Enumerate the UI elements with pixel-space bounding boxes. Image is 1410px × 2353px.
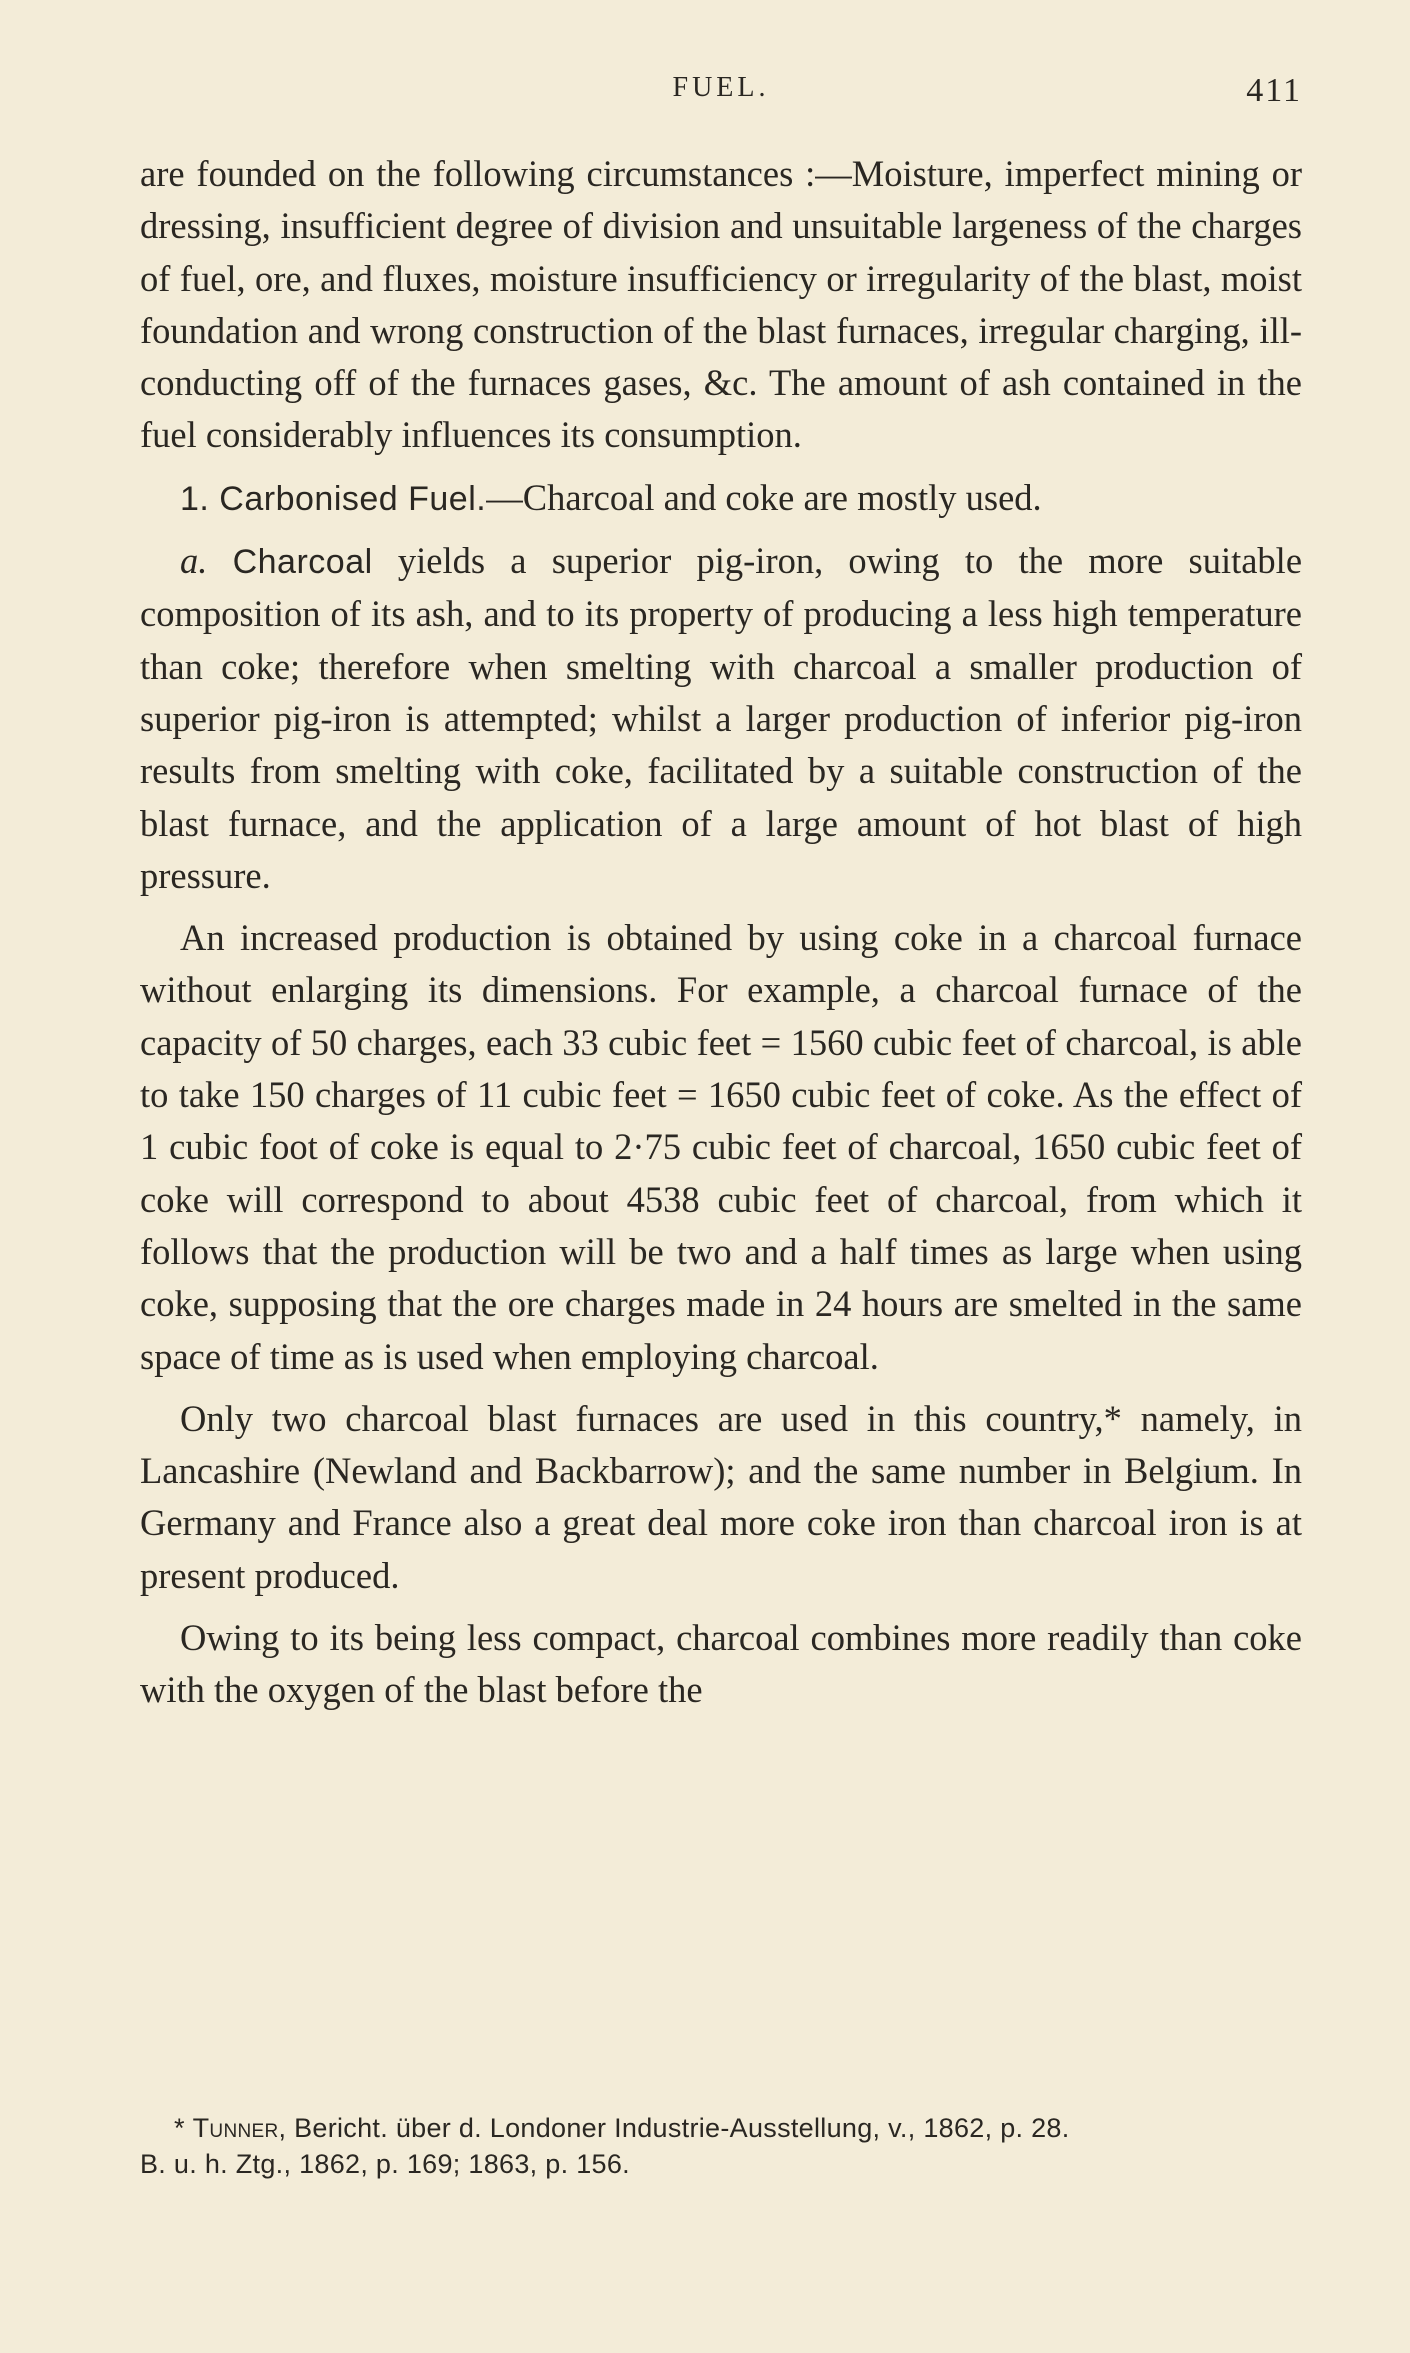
paragraph-6-text: Owing to its being less compact, charcoal combines more readily than coke with the oxygen of the blast before the (140, 1617, 1302, 1711)
paragraph-5-text: Only two charcoal blast furnaces are used in this country,* namely, in Lancashire (Newland and Backbarrow); and the same number in Belgium. In Germany and France also a great deal more coke iron than charcoal iron is at present produced. (140, 1397, 1302, 1596)
paragraph-6 (140, 1612, 1302, 1717)
footnote-citation: Bericht. über d. Londoner Industrie-Ausstellung, v., 1862, p. 28. (294, 2113, 1070, 2143)
paragraph-1-text: are founded on the following circumstances :—Moisture, imperfect mining or dressing, insufficient degree of division and unsuitable largeness of the charges of fuel, ore, and fluxes, moisture insufficiency or irregularity of the blast, moist foundation and wrong construction of the blast furnaces, irregular charging, ill-conducting off of the furnaces gases, &c. The amount of ash contained in the fuel considerably influences its consumption. (140, 153, 1302, 456)
paragraph-2-text: —Charcoal and coke are mostly used. (486, 476, 1042, 518)
paragraph-2 (140, 472, 1302, 525)
footnote-marker: * (174, 2113, 185, 2143)
footnote-line-2: B. u. h. Ztg., 1862, p. 169; 1863, p. 156. (140, 2149, 630, 2179)
running-head: FUEL. (672, 72, 770, 103)
body-text (140, 148, 1302, 1727)
footnote-author: Tunner, (192, 2113, 287, 2143)
footnotes (140, 2110, 1302, 2182)
paragraph-5 (140, 1393, 1302, 1602)
page-header (140, 72, 1302, 122)
paragraph-4-text: An increased production is obtained by using coke in a charcoal furnace without enlarging its dimensions. For example, a charcoal furnace of the capacity of 50 charges, each 33 cubic feet = 1560 cubic feet of charcoal, is able to take 150 charges of 11 cubic feet = 1650 cubic feet of coke. As the effect of 1 cubic foot of coke is equal to 2·75 cubic feet of charcoal, 1650 cubic feet of coke will correspond to about 4538 cubic feet of charcoal, from which it follows that the production will be two and a half times as large when using coke, supposing that the ore charges made in 24 hours are smelted in the same space of time as is used when employing charcoal. (140, 917, 1302, 1377)
paragraph-4 (140, 912, 1302, 1383)
paragraph-3 (140, 535, 1302, 902)
subsection-label: a. (180, 540, 208, 582)
page-number: 411 (1246, 72, 1302, 109)
section-heading-carbonised-fuel: 1. Carbonised Fuel. (180, 479, 487, 518)
subsection-heading-charcoal: Charcoal (232, 543, 373, 582)
footnote-line-1 (140, 2110, 1302, 2146)
paragraph-3-text: yields a superior pig-iron, owing to the more suitable composition of its ash, and to its property of producing a less high temperature than coke; therefore when smelting with charcoal a smaller production of superior pig-iron is attempted; whilst a larger production of inferior pig-iron results from smelting with coke, facilitated by a suitable construction of the blast furnace, and the application of a large amount of hot blast of high pressure. (140, 540, 1303, 896)
paragraph-1 (140, 148, 1302, 462)
